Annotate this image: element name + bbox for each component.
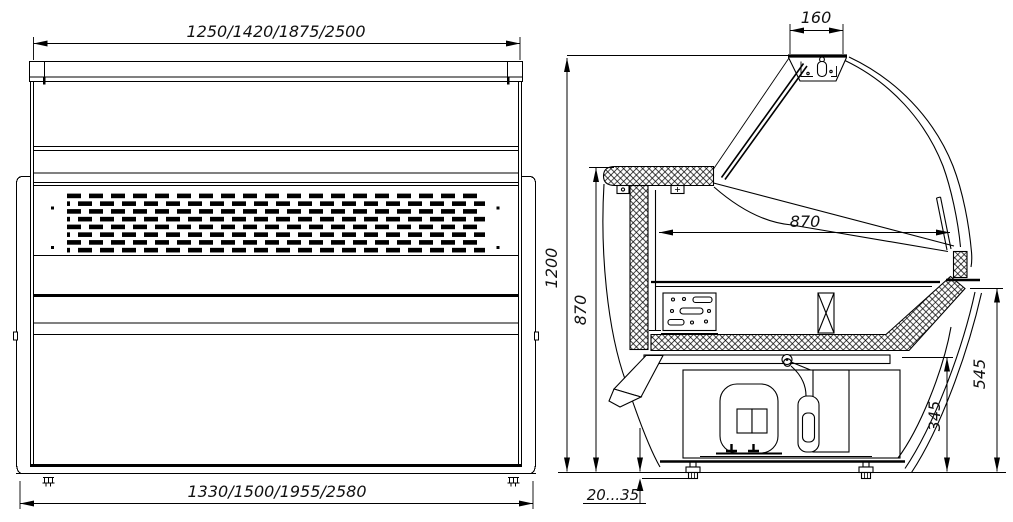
rear-wall-insulation bbox=[630, 186, 648, 350]
dim-front-height: 545 bbox=[970, 358, 989, 390]
deck-line bbox=[714, 187, 948, 252]
canopy-extension-lines bbox=[790, 24, 843, 54]
front-view-dimensions bbox=[20, 37, 533, 509]
dim-bottom-length: 1330/1500/1955/2580 bbox=[187, 482, 367, 501]
side-front-foot bbox=[859, 462, 873, 479]
dim-foot-adjustment: 20...35 bbox=[586, 486, 640, 504]
front-left-foot bbox=[43, 478, 55, 487]
left-end-panel bbox=[17, 177, 31, 474]
lower-band-lines bbox=[34, 323, 519, 335]
right-end-panel bbox=[522, 177, 536, 474]
left-panel-bracket bbox=[14, 332, 18, 340]
inner-glass-line bbox=[714, 183, 955, 246]
dim-overall-height: 1200 bbox=[542, 247, 561, 289]
front-view bbox=[14, 62, 539, 487]
dim-base-height: 345 bbox=[925, 400, 944, 432]
vent-grille bbox=[67, 192, 485, 254]
worktop-bracket-left bbox=[617, 186, 629, 194]
dim-top-length: 1250/1420/1875/2500 bbox=[186, 22, 366, 41]
machine-compartment bbox=[609, 355, 905, 462]
dim-canopy-width: 160 bbox=[800, 8, 832, 27]
worktop-insulation bbox=[604, 167, 714, 186]
dim-display-depth: 870 bbox=[789, 212, 821, 231]
front-glass-inner bbox=[845, 61, 961, 248]
front-right-foot bbox=[508, 478, 520, 487]
front-riser-insulation bbox=[954, 252, 968, 278]
glass-frame-lines bbox=[34, 147, 519, 186]
side-rear-foot bbox=[686, 462, 700, 479]
canopy-side bbox=[788, 56, 847, 81]
rear-liner-line bbox=[649, 190, 661, 331]
front-glass-outer bbox=[849, 57, 972, 267]
rear-glass-double-line bbox=[722, 64, 808, 180]
canopy-front bbox=[30, 62, 523, 82]
body-side-lines bbox=[31, 82, 522, 466]
right-panel-bracket bbox=[535, 332, 539, 340]
perforated-panel bbox=[661, 293, 718, 334]
dim-worktop-height: 870 bbox=[571, 294, 590, 326]
support-post-section bbox=[818, 293, 834, 333]
rear-duct-line bbox=[714, 58, 790, 169]
